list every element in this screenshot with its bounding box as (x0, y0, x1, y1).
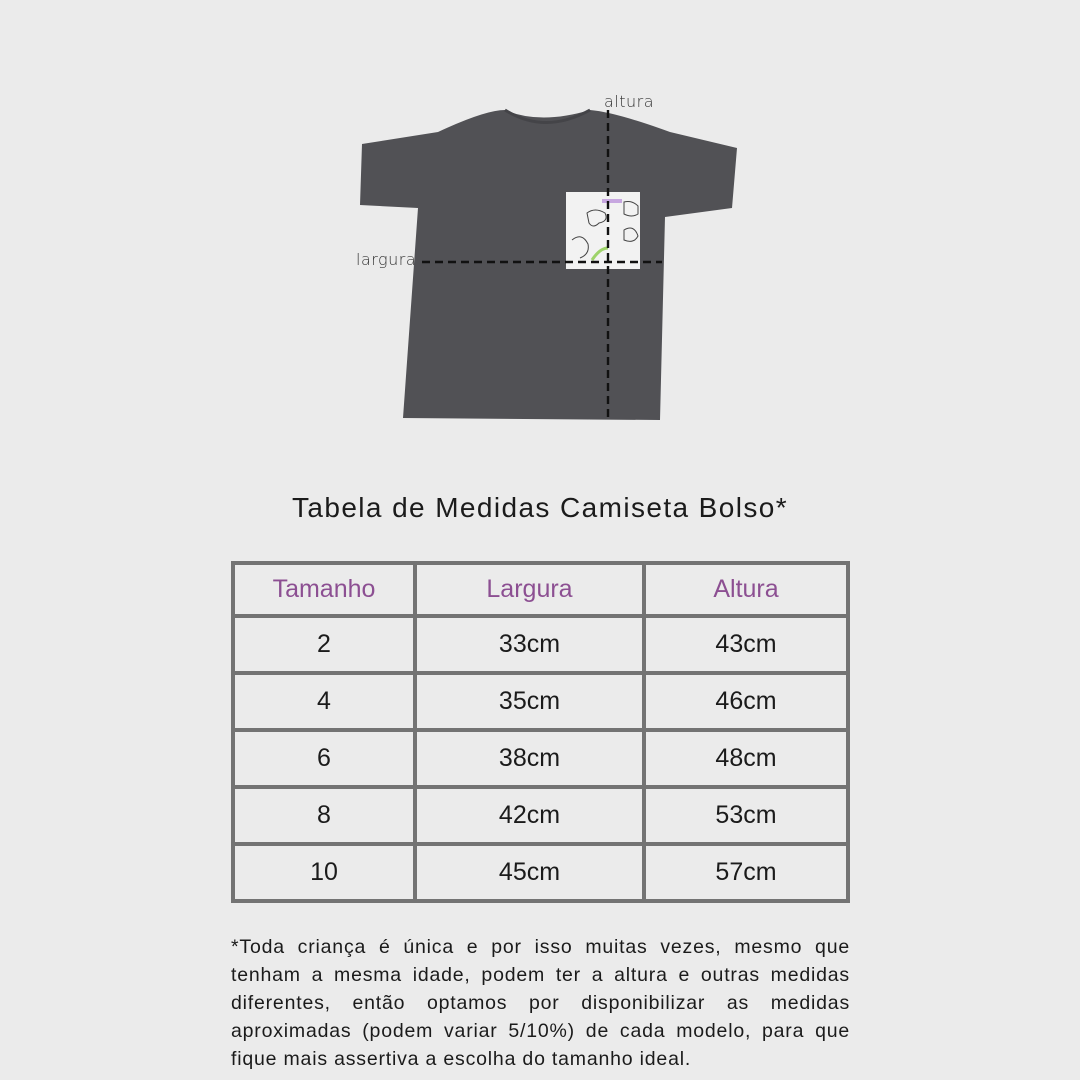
cell-height: 46cm (644, 673, 848, 730)
cell-width: 33cm (415, 616, 644, 673)
cell-height: 43cm (644, 616, 848, 673)
cell-height: 57cm (644, 844, 848, 901)
header-height: Altura (644, 563, 848, 616)
cell-size: 2 (233, 616, 415, 673)
size-table (231, 561, 850, 903)
cell-width: 35cm (415, 673, 644, 730)
cell-height: 53cm (644, 787, 848, 844)
header-width: Largura (415, 563, 644, 616)
height-label: altura (604, 92, 655, 111)
cell-width: 45cm (415, 844, 644, 901)
cell-height: 48cm (644, 730, 848, 787)
width-label: largura (356, 250, 417, 269)
cell-width: 38cm (415, 730, 644, 787)
table-row (233, 787, 848, 844)
table-row (233, 730, 848, 787)
cell-width: 42cm (415, 787, 644, 844)
table-row (233, 844, 848, 901)
cell-size: 6 (233, 730, 415, 787)
cell-size: 10 (233, 844, 415, 901)
cell-size: 4 (233, 673, 415, 730)
table-row (233, 616, 848, 673)
table-header-row (233, 563, 848, 616)
page-title: Tabela de Medidas Camiseta Bolso* (291, 492, 788, 523)
table-row (233, 673, 848, 730)
disclaimer-note: *Toda criança é única e por isso muitas vezes, mesmo que tenham a mesma idade, podem ter a altura e outras medidas diferentes, então optamos por disponibilizar as medidas aproximadas (podem variar 5/10%) de cada modelo, para que fique mais assertiva a escolha do tamanho ideal. (231, 935, 850, 1071)
pocket (566, 192, 640, 269)
cell-size: 8 (233, 787, 415, 844)
tshirt-measurement-figure (340, 80, 760, 440)
header-size: Tamanho (233, 563, 415, 616)
